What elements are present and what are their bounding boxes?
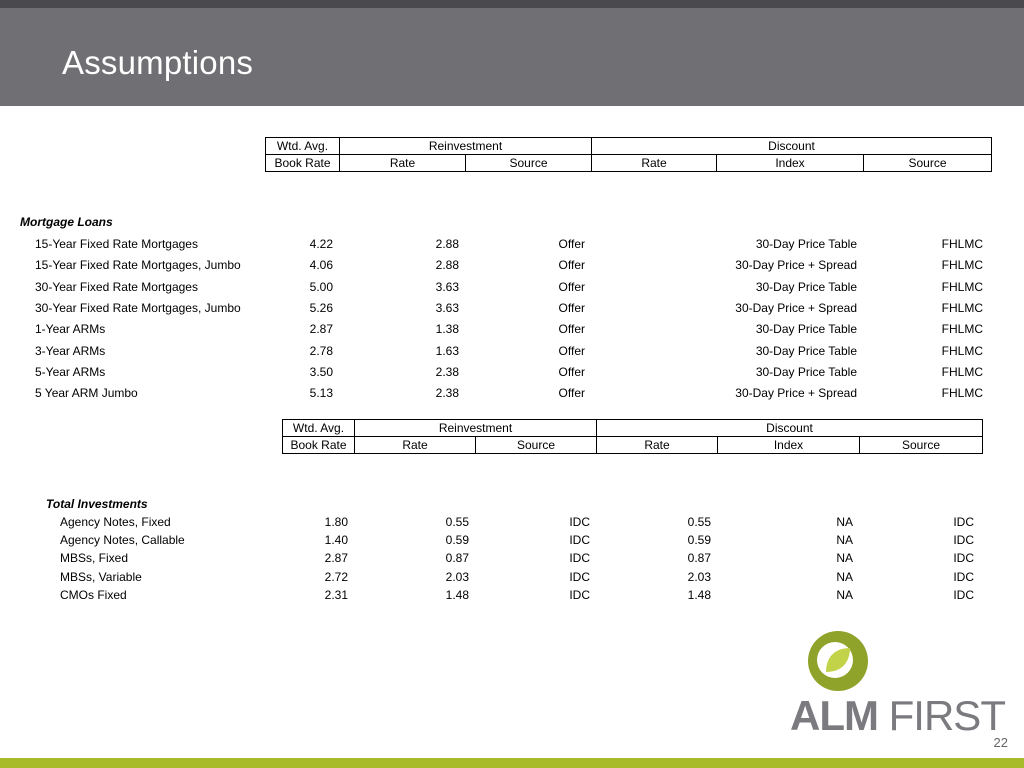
header-book-rate: Book Rate: [283, 437, 355, 454]
book-rate-cell: 5.26: [309, 300, 333, 315]
header-reinvestment: Reinvestment: [355, 420, 597, 437]
header-disc-source: Source: [864, 155, 992, 172]
header-discount: Discount: [592, 138, 992, 155]
row-name: 15-Year Fixed Rate Mortgages: [35, 237, 198, 251]
disc-rate-cell: 0.55: [687, 515, 711, 529]
disc-source-cell: FHLMC: [941, 300, 983, 315]
row-name: 30-Year Fixed Rate Mortgages, Jumbo: [35, 300, 241, 315]
disc-index-cell: 30-Day Price Table: [755, 279, 857, 294]
table-row: [0, 365, 1024, 386]
reinv-source-cell: IDC: [569, 587, 590, 602]
row-name: 15-Year Fixed Rate Mortgages, Jumbo: [35, 258, 241, 273]
reinv-source-cell: IDC: [569, 569, 590, 584]
table-row: [0, 322, 1024, 343]
row-name: 5-Year ARMs: [35, 364, 106, 379]
top-stripe: [0, 0, 1024, 8]
header-disc-rate: Rate: [597, 437, 718, 454]
page-title: Assumptions: [62, 44, 254, 81]
logo-text-light: FIRST: [888, 692, 1005, 739]
header-book-rate: Book Rate: [266, 155, 340, 172]
disc-index-cell: 30-Day Price Table: [755, 364, 857, 379]
disc-source-cell: FHLMC: [941, 322, 983, 337]
disc-index-cell: 30-Day Price Table: [755, 343, 857, 358]
reinv-source-cell: Offer: [558, 279, 585, 294]
table-row: [0, 258, 1024, 279]
header-disc-source: Source: [860, 437, 983, 454]
book-rate-cell: 1.40: [324, 533, 348, 548]
disc-index-cell: NA: [836, 533, 853, 548]
disc-source-cell: FHLMC: [941, 279, 983, 294]
table-row: [0, 237, 1024, 258]
disc-rate-cell: 0.87: [687, 551, 711, 566]
reinv-rate-cell: 0.59: [445, 533, 469, 548]
reinv-rate-cell: 2.38: [435, 386, 459, 401]
disc-rate-cell: 2.03: [687, 569, 711, 584]
reinv-rate-cell: 3.63: [435, 279, 459, 294]
row-name: 1-Year ARMs: [35, 322, 106, 337]
disc-source-cell: IDC: [953, 551, 974, 566]
header-reinv-source: Source: [476, 437, 597, 454]
header-wtd-avg: Wtd. Avg.: [266, 138, 340, 155]
book-rate-cell: 2.72: [324, 569, 348, 584]
disc-source-cell: FHLMC: [941, 237, 983, 251]
book-rate-cell: 2.31: [324, 587, 348, 602]
disc-source-cell: FHLMC: [941, 258, 983, 273]
book-rate-cell: 5.00: [309, 279, 333, 294]
reinv-rate-cell: 3.63: [435, 300, 459, 315]
table-row: [0, 301, 1024, 322]
reinv-source-cell: Offer: [558, 237, 585, 251]
book-rate-cell: 3.50: [309, 364, 333, 379]
reinv-rate-cell: 1.48: [445, 587, 469, 602]
investments-column-headers: [282, 419, 983, 454]
disc-rate-cell: 0.59: [687, 533, 711, 548]
disc-source-cell: IDC: [953, 533, 974, 548]
row-name: Agency Notes, Fixed: [60, 515, 171, 529]
book-rate-cell: 2.87: [324, 551, 348, 566]
row-name: CMOs Fixed: [60, 587, 127, 602]
disc-source-cell: FHLMC: [941, 364, 983, 379]
reinv-rate-cell: 2.88: [435, 258, 459, 273]
disc-index-cell: 30-Day Price + Spread: [735, 258, 857, 273]
reinv-rate-cell: 2.03: [445, 569, 469, 584]
disc-index-cell: 30-Day Price + Spread: [735, 300, 857, 315]
reinv-source-cell: Offer: [558, 386, 585, 401]
header-reinv-rate: Rate: [340, 155, 466, 172]
disc-source-cell: IDC: [953, 515, 974, 529]
bottom-bar: [0, 758, 1024, 768]
disc-source-cell: FHLMC: [941, 386, 983, 401]
table-row: [0, 280, 1024, 301]
reinv-source-cell: IDC: [569, 515, 590, 529]
disc-index-cell: NA: [836, 587, 853, 602]
row-name: 30-Year Fixed Rate Mortgages: [35, 279, 198, 294]
reinv-rate-cell: 1.38: [435, 322, 459, 337]
disc-rate-cell: 1.48: [687, 587, 711, 602]
disc-index-cell: NA: [836, 569, 853, 584]
mortgage-section-title: Mortgage Loans: [20, 215, 113, 229]
reinv-source-cell: Offer: [558, 258, 585, 273]
disc-source-cell: FHLMC: [941, 343, 983, 358]
disc-index-cell: NA: [836, 515, 853, 529]
investments-section-title: Total Investments: [46, 497, 148, 511]
reinv-source-cell: IDC: [569, 551, 590, 566]
book-rate-cell: 4.22: [309, 237, 333, 251]
header-wtd-avg: Wtd. Avg.: [283, 420, 355, 437]
header-reinvestment: Reinvestment: [340, 138, 592, 155]
page-number: 22: [993, 735, 1008, 750]
reinv-rate-cell: 0.55: [445, 515, 469, 529]
reinv-rate-cell: 1.63: [435, 343, 459, 358]
slide-header: [0, 8, 1024, 106]
header-discount: Discount: [597, 420, 983, 437]
reinv-source-cell: Offer: [558, 364, 585, 379]
book-rate-cell: 4.06: [309, 258, 333, 273]
disc-source-cell: IDC: [953, 569, 974, 584]
reinv-source-cell: Offer: [558, 322, 585, 337]
mortgage-column-headers: [265, 137, 992, 172]
row-name: Agency Notes, Callable: [60, 533, 185, 548]
logo-mark-icon: [788, 630, 988, 700]
reinv-rate-cell: 2.38: [435, 364, 459, 379]
header-reinv-rate: Rate: [355, 437, 476, 454]
disc-source-cell: IDC: [953, 587, 974, 602]
logo-text-bold: ALM: [790, 692, 878, 739]
reinv-rate-cell: 2.88: [435, 237, 459, 251]
disc-index-cell: 30-Day Price + Spread: [735, 386, 857, 401]
row-name: 3-Year ARMs: [35, 343, 106, 358]
reinv-source-cell: Offer: [558, 300, 585, 315]
book-rate-cell: 2.87: [309, 322, 333, 337]
header-disc-rate: Rate: [592, 155, 717, 172]
disc-index-cell: 30-Day Price Table: [755, 237, 857, 251]
alm-first-logo: [788, 630, 1005, 740]
book-rate-cell: 2.78: [309, 343, 333, 358]
row-name: MBSs, Variable: [60, 569, 142, 584]
row-name: 5 Year ARM Jumbo: [35, 386, 138, 401]
book-rate-cell: 1.80: [324, 515, 348, 529]
reinv-rate-cell: 0.87: [445, 551, 469, 566]
table-row: [0, 386, 1024, 407]
disc-index-cell: NA: [836, 551, 853, 566]
reinv-source-cell: IDC: [569, 533, 590, 548]
book-rate-cell: 5.13: [309, 386, 333, 401]
reinv-source-cell: Offer: [558, 343, 585, 358]
table-row: [0, 344, 1024, 365]
table-row: [0, 588, 1024, 609]
header-disc-index: Index: [718, 437, 860, 454]
row-name: MBSs, Fixed: [60, 551, 129, 566]
header-reinv-source: Source: [466, 155, 592, 172]
header-disc-index: Index: [717, 155, 864, 172]
disc-index-cell: 30-Day Price Table: [755, 322, 857, 337]
